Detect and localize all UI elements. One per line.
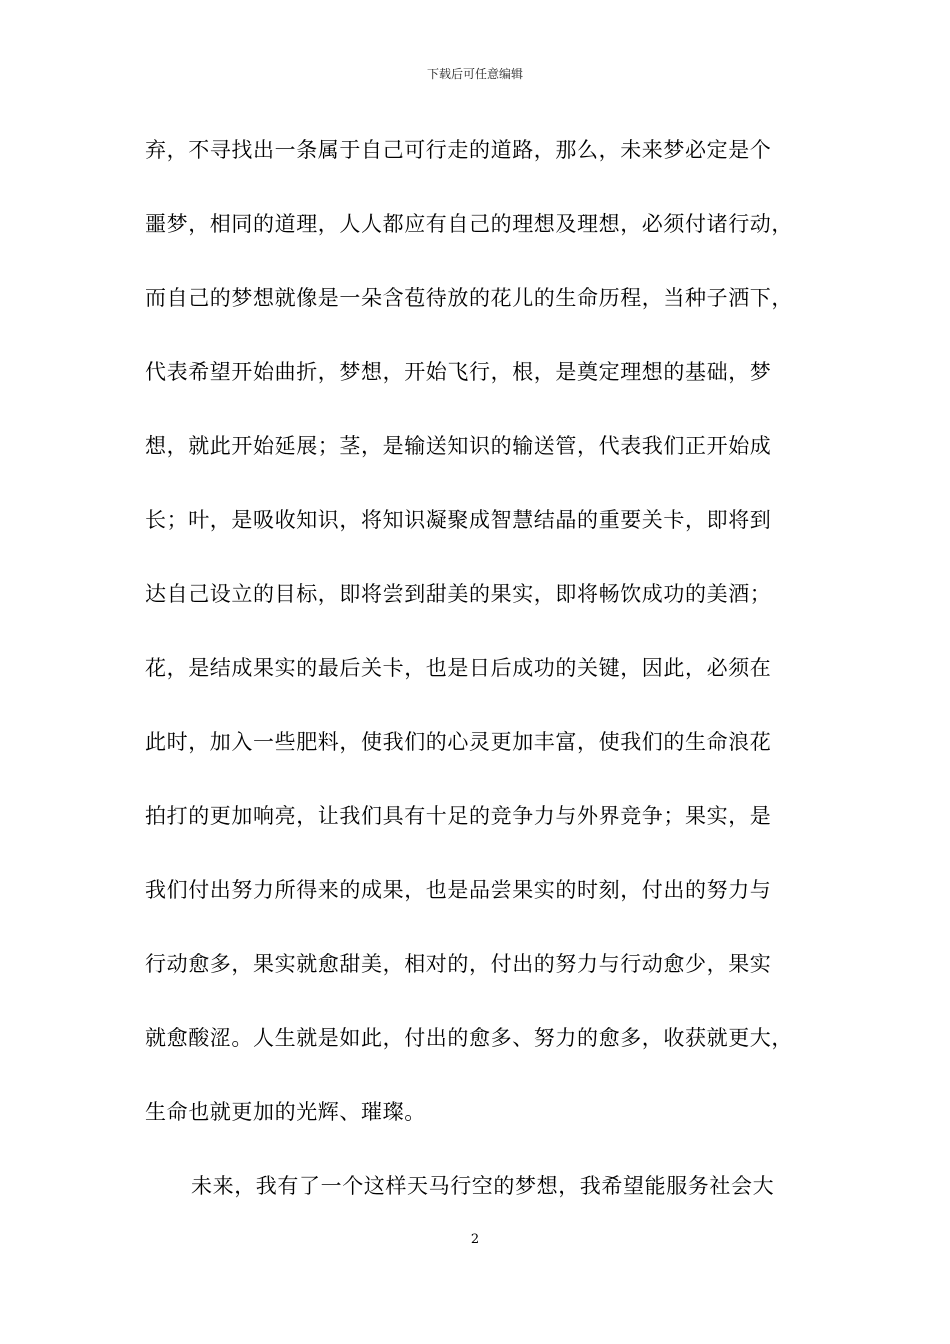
body-line: 长；叶，是吸收知识，将知识凝聚成智慧结晶的重要关卡，即将到 xyxy=(145,508,772,532)
paragraph-start-line: 未来，我有了一个这样天马行空的梦想，我希望能服务社会大 xyxy=(191,1174,775,1198)
page-header: 下载后可任意编辑 xyxy=(426,67,523,81)
body-line: 想，就此开始延展；茎，是输送知识的输送管，代表我们正开始成 xyxy=(145,434,772,458)
body-line: 代表希望开始曲折，梦想，开始飞行，根，是奠定理想的基础，梦 xyxy=(145,360,772,384)
body-line: 我们付出努力所得来的成果，也是品尝果实的时刻，付出的努力与 xyxy=(145,878,772,902)
page-number: 2 xyxy=(470,1232,480,1247)
body-line: 噩梦，相同的道理，人人都应有自己的理想及理想，必须付诸行动， xyxy=(145,212,793,236)
body-line: 弃，不寻找出一条属于自己可行走的道路，那么，未来梦必定是个 xyxy=(145,138,772,162)
body-line: 拍打的更加响亮，让我们具有十足的竞争力与外界竞争；果实，是 xyxy=(145,804,772,828)
body-line: 行动愈多，果实就愈甜美，相对的，付出的努力与行动愈少，果实 xyxy=(145,952,772,976)
body-line: 而自己的梦想就像是一朵含苞待放的花儿的生命历程，当种子洒下， xyxy=(145,286,793,310)
body-line: 生命也就更加的光辉、璀璨。 xyxy=(145,1100,426,1124)
body-line: 就愈酸涩。人生就是如此，付出的愈多、努力的愈多，收获就更大， xyxy=(145,1026,793,1050)
body-line: 此时，加入一些肥料，使我们的心灵更加丰富，使我们的生命浪花 xyxy=(145,730,772,754)
body-line: 花，是结成果实的最后关卡，也是日后成功的关键，因此，必须在 xyxy=(145,656,772,680)
body-text xyxy=(145,128,835,1238)
body-line: 达自己设立的目标，即将尝到甜美的果实，即将畅饮成功的美酒； xyxy=(145,582,772,606)
